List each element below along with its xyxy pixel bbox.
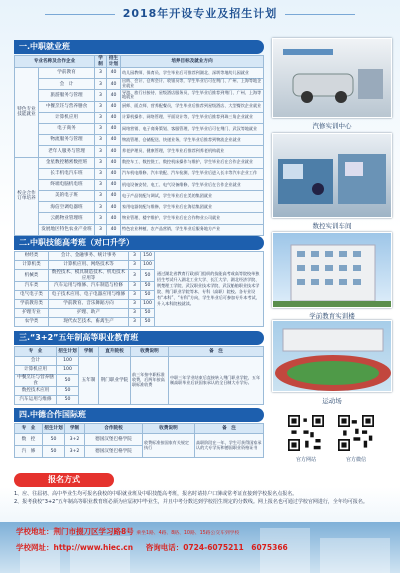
major-name: 金星数控精密数控班 (39, 157, 95, 168)
years: 3 (95, 202, 107, 213)
years: 3+2 (65, 434, 85, 446)
partner: 德国汉堡巴格学院 (85, 446, 143, 458)
plan: 40 (107, 168, 121, 179)
section-4-header: 四.中德合作国际班 (14, 408, 264, 422)
plan: 40 (107, 101, 121, 112)
major-name: 发展地区特色农业产业班 (39, 224, 95, 235)
years: 3 (129, 291, 141, 300)
goal: 机电设备安装、电工、电气设备维修，学生毕业后在合作企业就业 (121, 179, 264, 190)
skill-exam-note: 通过湖北省教育行政部门组织的技能高考或高等院校单独招生考试升入湖北工业大学、长江大学、湖北经济学院、荆楚理工学院、武汉职业技术学院、武汉船舶职业技术学院、荆门职业学院等本、专科（高职）院校。各专业设有“本科”、“专科”方向，学生毕业后可参加专升本考试，升入本科院校就读。 (155, 252, 264, 327)
major-name: 计算机类 (15, 261, 49, 270)
major-name: 机械类 (15, 270, 49, 282)
plan: 40 (107, 146, 121, 157)
section-2-header: 二.中职技能高考班（对口升学） (14, 236, 264, 250)
years: 3 (95, 90, 107, 101)
caption-sports: 运动场 (322, 397, 342, 405)
table-header-row (15, 347, 264, 357)
major-desc: 数控技术、模具制造技术、机电技术应用等 (49, 270, 129, 282)
plan: 40 (107, 135, 121, 146)
col-header-goal: 培养目标及就业方向 (121, 56, 264, 68)
col-header: 专 业 (15, 347, 57, 357)
col-header: 直升院校 (99, 347, 131, 357)
website-link[interactable]: http://www.hiec.cn (53, 543, 134, 552)
goal: 家用电器装配与维修，学生毕业后在海信集团就业 (121, 202, 264, 213)
photo-preschool-building (272, 232, 392, 308)
col-header-years: 学制 (95, 56, 107, 68)
col-header-major: 专业名称及合作企业 (15, 56, 95, 68)
qr-caption-wechat: 官方微信 (345, 457, 366, 463)
major-name: 电子商务 (39, 123, 95, 134)
major-name: 汽 修 (15, 446, 43, 458)
table-vocational-employment (14, 55, 264, 236)
table-row (15, 123, 264, 134)
bus-info: 乘坐1路、4路、8路、10路、15路公交车到学校 (136, 531, 240, 536)
plan: 40 (107, 179, 121, 190)
years: 3 (95, 224, 107, 235)
fee-note: 前三年按中职标准收费，后两年按高职标准收费 (131, 357, 169, 405)
footer (0, 522, 400, 573)
major-name: 护理专业 (15, 309, 49, 318)
school: 荆门职业学院 (99, 357, 131, 405)
col-header: 合作院校 (85, 424, 143, 434)
plan: 100 (141, 300, 155, 309)
major-name: 计算机应用 (15, 366, 57, 375)
major-name: 中餐烹饪与营养膳食 (39, 101, 95, 112)
major-name: 农学类 (15, 318, 49, 327)
col-header: 备 注 (195, 424, 264, 434)
col-header: 收费说明 (143, 424, 195, 434)
major-name: 数 控 (15, 434, 43, 446)
group-label: 校企合作订单培养 (15, 157, 39, 235)
plan: 50 (141, 309, 155, 318)
major-name: 老年人服务与管理 (39, 146, 95, 157)
years: 3 (95, 146, 107, 157)
table-five-year (14, 346, 264, 405)
remark: 中职三年学业结束后直接转入荆门职业学院，五年制高职毕业后获国家承认的全日制大专学历。 (169, 357, 264, 405)
years: 3 (95, 135, 107, 146)
goal: 汽车机电维修、汽车装配、汽车检测，学生毕业后进入长丰等汽车企业工作 (121, 168, 264, 179)
fee-note: 收费标准按国家有关规定执行 (143, 434, 195, 458)
major-name: 海信空调电器班 (39, 202, 95, 213)
years: 五年制 (79, 357, 99, 405)
footer-address-row (16, 526, 239, 537)
plan: 50 (43, 446, 65, 458)
major-desc: 汽车运用与维修、汽车制造与检修 (49, 282, 129, 291)
address: 荆门市掇刀区学习路8号 (53, 527, 134, 536)
table-row (15, 179, 264, 190)
years: 3 (95, 79, 107, 90)
group-label: 特色专业技能就业 (15, 68, 39, 158)
col-header: 招生计划 (57, 347, 79, 357)
note-1: 1、应、往届初、高中毕业生均可报名我校的中职就业班及中职技能高考班，报名时请持户口簿或常考证直接到学校报名点报名。 (14, 491, 298, 497)
plan: 50 (43, 434, 65, 446)
major-name: 学前教育 (39, 68, 95, 79)
goal: 网络营销、电子商务策划、客服管理，学生毕业后可在荆门、武汉等地就业 (121, 123, 264, 134)
caption-cnc: 数控实训车间 (312, 222, 352, 230)
goal: 幼儿园教师、保育员、学生毕业后可推荐到湖北、深圳等地幼儿园就业 (121, 68, 264, 79)
table-row (15, 135, 264, 146)
plan: 100 (57, 366, 79, 375)
photo-cnc-workshop (272, 133, 392, 218)
goal: 导游、旅行社接待、星级酒店服务员，学生毕业后推荐到荆门、广州、上海等地就业 (121, 90, 264, 101)
site-label: 学校网址： (16, 543, 54, 552)
goal: 出纳、会计、仓库会计、收银员等，学生毕业后可在荆门、广州、上海等地企业就业 (121, 79, 264, 90)
years: 3+2 (65, 446, 85, 458)
years: 3 (129, 318, 141, 327)
plan: 40 (107, 213, 121, 224)
major-name: 美的电子班 (39, 191, 95, 202)
goal: 电子产品装配与调试，学生毕业后在美的集团就业 (121, 191, 264, 202)
table-row (15, 168, 264, 179)
caption-preschool: 学前教育实训楼 (309, 312, 355, 320)
major-desc: 电子技术应用、电子电器应用与维修 (49, 291, 129, 300)
plan: 50 (57, 387, 79, 396)
major-name: 数控技术应用 (15, 387, 57, 396)
table-row (15, 157, 264, 168)
remark: 高职阶段在一年，学生可获得国家承认的大专学历和德国职业资格证书 (195, 434, 264, 458)
col-header-plan: 招生计划 (107, 56, 121, 68)
major-name: 物流服务与管理 (39, 135, 95, 146)
years: 3 (95, 179, 107, 190)
table-row (15, 434, 264, 446)
table-row (15, 357, 264, 366)
photo-auto-repair-center (272, 38, 392, 118)
plan: 50 (57, 375, 79, 387)
plan: 40 (107, 90, 121, 101)
years: 3 (95, 123, 107, 134)
table-row (15, 112, 264, 123)
footer-contact-row (16, 542, 288, 553)
major-name: 计算机应用 (39, 112, 95, 123)
table-skill-exam (14, 251, 264, 327)
phone-label: 咨询电话： (145, 543, 184, 552)
major-desc: 会计、金融事务、统计事务 (49, 252, 129, 261)
qr-code-icon (288, 415, 324, 451)
col-header: 收费说明 (131, 347, 169, 357)
major-desc: 现代农艺技术、畜禽生产 (49, 318, 129, 327)
plan: 50 (141, 318, 155, 327)
table-row (15, 79, 264, 90)
major-name: 汽车运用与维修 (15, 396, 57, 405)
years: 3 (129, 252, 141, 261)
years: 3 (95, 213, 107, 224)
photo-sports-field (272, 320, 392, 392)
years: 3 (95, 157, 107, 168)
table-row (15, 213, 264, 224)
major-name: 旅游服务与管理 (39, 90, 95, 101)
major-name: 会 计 (39, 79, 95, 90)
table-row (15, 252, 264, 261)
note-2: 2、报考我校“3+2”五年制高等职业教育班必须为应届初中毕业生，并且中考分数达到学校招生规定的分数线。网上报名也可通过学校官网进行，全年均可报名。 (14, 499, 368, 505)
plan: 40 (107, 191, 121, 202)
section-3-header: 三.“3+2”五年制高等职业教育班 (14, 331, 264, 345)
years: 3 (95, 168, 107, 179)
table-row (15, 101, 264, 112)
col-header: 备 注 (169, 347, 264, 357)
goal: 物流管理、仓储配送、快递业务，学生毕业后推荐到物流企业就业 (121, 135, 264, 146)
table-header-row (15, 424, 264, 434)
qr-caption-website: 官方网站 (295, 457, 316, 463)
years: 3 (95, 191, 107, 202)
page-title: 2018年开设专业及招生计划 (0, 5, 400, 21)
major-name: 电气电子类 (15, 291, 49, 300)
major-name: 终端电脑机电班 (39, 179, 95, 190)
col-header: 专 业 (15, 424, 43, 434)
goal: 特色农业种植、农产品营销，学生毕业后服务地方产业 (121, 224, 264, 235)
how-to-apply-header: 报名方式 (14, 473, 114, 487)
plan: 50 (57, 396, 79, 405)
phone-number: 0724-6075211 6075366 (183, 543, 288, 552)
plan: 100 (141, 261, 155, 270)
plan: 150 (141, 252, 155, 261)
table-row (15, 202, 264, 213)
caption-auto-repair: 汽修实训中心 (312, 122, 352, 130)
major-desc: 学前教育、音乐舞蹈方向 (49, 300, 129, 309)
table-row (15, 68, 264, 79)
goal: 养老护理员、健康管理，学生毕业后推荐到养老机构就业 (121, 146, 264, 157)
col-header: 学制 (65, 424, 85, 434)
table-row (15, 146, 264, 157)
plan: 40 (107, 68, 121, 79)
table-row (15, 224, 264, 235)
major-name: 财经类 (15, 252, 49, 261)
major-name: 学前教育类 (15, 300, 49, 309)
table-row (15, 90, 264, 101)
section-1-header: 一.中职就业班 (14, 40, 264, 54)
plan: 50 (141, 291, 155, 300)
goal: 计算机操作、网络管理、平面设计等，学生毕业后推荐到珠三角企业就业 (121, 112, 264, 123)
plan: 40 (107, 157, 121, 168)
plan: 100 (57, 357, 79, 366)
plan: 50 (141, 282, 155, 291)
goal: 物业管理、楼宇维护，学生毕业后在合作物业公司就业 (121, 213, 264, 224)
years: 3 (129, 261, 141, 270)
major-desc: 计算机应用、网络技术等 (49, 261, 129, 270)
address-label: 学校地址： (16, 527, 54, 536)
application-notes (14, 490, 386, 506)
goal: 厨师、面点师、营养配餐员，学生毕业后推荐到星级酒店、大型餐饮企业就业 (121, 101, 264, 112)
table-row (15, 191, 264, 202)
qr-code-icon (338, 415, 374, 451)
plan: 40 (107, 224, 121, 235)
col-header: 招生计划 (43, 424, 65, 434)
years: 3 (95, 68, 107, 79)
major-name: 汽车类 (15, 282, 49, 291)
major-name: 长丰机电汽车班 (39, 168, 95, 179)
years: 3 (129, 309, 141, 318)
major-name: 会计 (15, 357, 57, 366)
years: 3 (129, 282, 141, 291)
col-header: 学制 (79, 347, 99, 357)
partner: 德国汉堡巴格学院 (85, 434, 143, 446)
official-wechat-qr (336, 413, 376, 453)
plan: 40 (107, 112, 121, 123)
plan: 40 (107, 123, 121, 134)
years: 3 (129, 300, 141, 309)
major-desc: 护理、助产 (49, 309, 129, 318)
goal: 数控车工、数控铣工、数控机床操作与维护，学生毕业后在合作企业就业 (121, 157, 264, 168)
plan: 40 (107, 202, 121, 213)
major-name: 云鹤物业管理班 (39, 213, 95, 224)
years: 3 (129, 270, 141, 282)
table-sino-german (14, 423, 264, 458)
years: 3 (95, 112, 107, 123)
years: 3 (95, 101, 107, 112)
plan: 40 (107, 79, 121, 90)
major-name: 中餐烹饪与营养膳食 (15, 375, 57, 387)
official-site-qr (286, 413, 326, 453)
table-header-row (15, 56, 264, 68)
plan: 50 (141, 270, 155, 282)
